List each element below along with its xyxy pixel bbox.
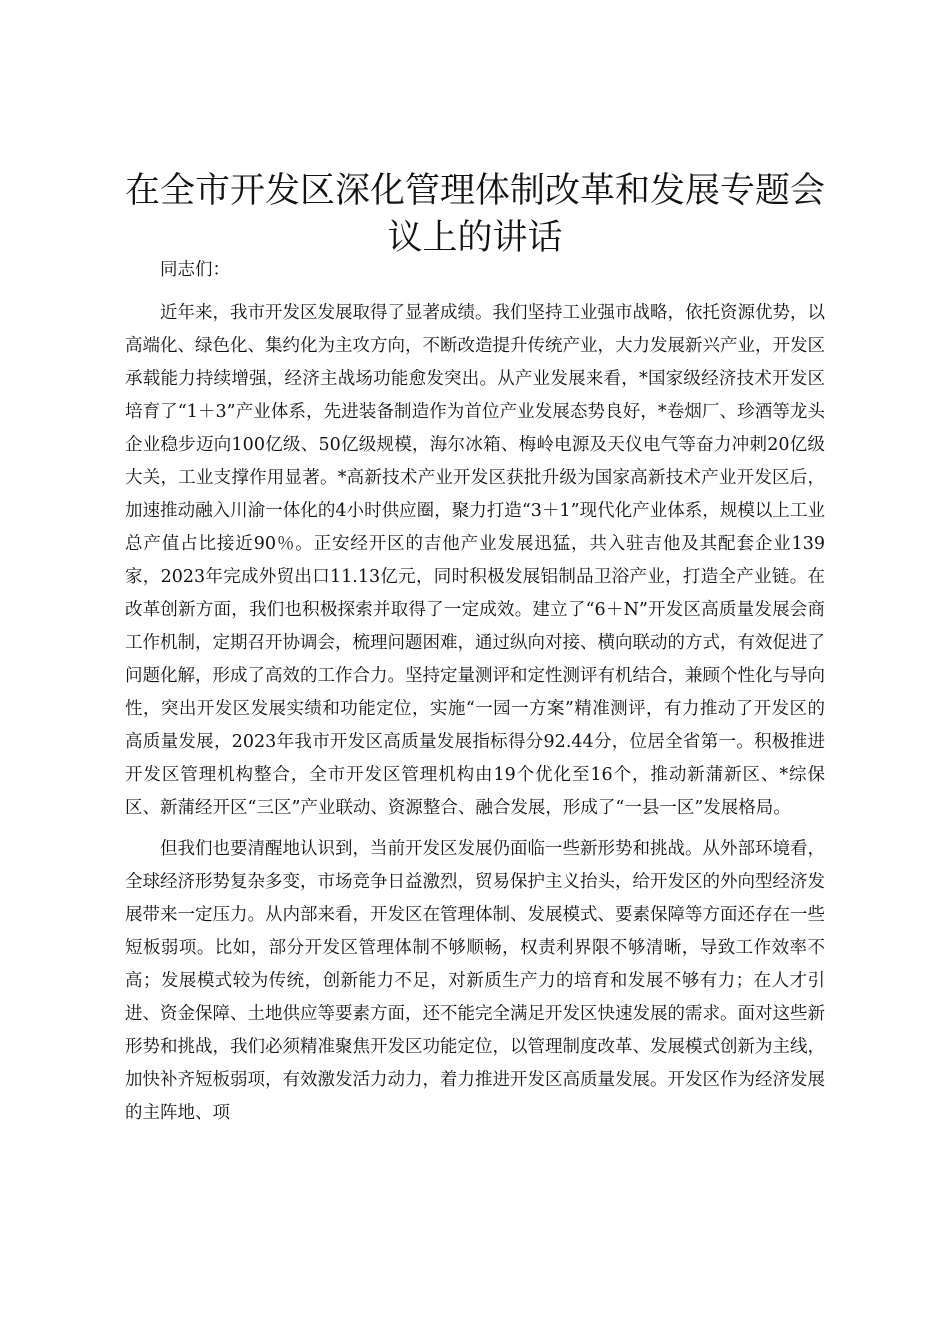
document-title: 在全市开发区深化管理体制改革和发展专题会议上的讲话 bbox=[124, 171, 825, 258]
paragraph-challenges: 但我们也要清醒地认识到，当前开发区发展仍面临一些新形势和挑战。从外部环境看，全球经济形势复杂多变，市场竞争日益激烈，贸易保护主义抬头，给开发区的外向型经济发展带来一定压力。从内部来看，开发区在管理体制、发展模式、要素保障等方面还存在一些短板弱项。比如，部分开发区管理体制不够顺畅，权责利界限不够清晰，导致工作效率不高；发展模式较为传统，创新能力不足，对新质生产力的培育和发展不够有力；在人才引进、资金保障、土地供应等要素方面，还不能完全满足开发区快速发展的需求。面对这些新形势和挑战，我们必须精准聚焦开发区功能定位，以管理制度改革、发展模式创新为主线，加快补齐短板弱项，有效激发活力动力，着力推进开发区高质量发展。开发区作为经济发展的主阵地、项 bbox=[125, 839, 825, 1123]
document-body bbox=[125, 254, 825, 1138]
greeting: 同志们： bbox=[160, 260, 230, 280]
paragraph-achievements: 近年来，我市开发区发展取得了显著成绩。我们坚持工业强市战略，依托资源优势，以高端化、绿色化、集约化为主攻方向，不断改造提升传统产业，大力发展新兴产业，开发区承载能力持续增强，经济主战场功能愈发突出。从产业发展来看，*国家级经济技术开发区培育了“1＋3”产业体系，先进装备制造作为首位产业发展态势良好，*卷烟厂、珍酒等龙头企业稳步迈向100亿级、50亿级规模，海尔冰箱、梅岭电源及天仪电气等奋力冲刺20亿级大关，工业支撑作用显著。*高新技术产业开发区获批升级为国家高新技术产业开发区后，加速推动融入川渝一体化的4小时供应圈，聚力打造“3＋1”现代化产业体系，规模以上工业总产值占比接近90％。正安经开区的吉他产业发展迅猛，共入驻吉他及其配套企业139家，2023年完成外贸出口11.13亿元，同时积极发展铝制品卫浴产业，打造全产业链。在改革创新方面，我们也积极探索并取得了一定成效。建立了“6＋N”开发区高质量发展会商工作机制，定期召开协调会，梳理问题困难，通过纵向对接、横向联动的方式，有效促进了问题化解，形成了高效的工作合力。坚持定量测评和定性测评有机结合，兼顾个性化与导向性，突出开发区发展实绩和功能定位，实施“一园一方案”精准测评，有力推动了开发区的高质量发展，2023年我市开发区高质量发展指标得分92.44分，位居全省第一。积极推进开发区管理机构整合，全市开发区管理机构由19个优化至16个，推动新蒲新区、*综保区、新蒲经开区“三区”产业联动、资源整合、融合发展，形成了“一县一区”发展格局。 bbox=[125, 303, 825, 818]
